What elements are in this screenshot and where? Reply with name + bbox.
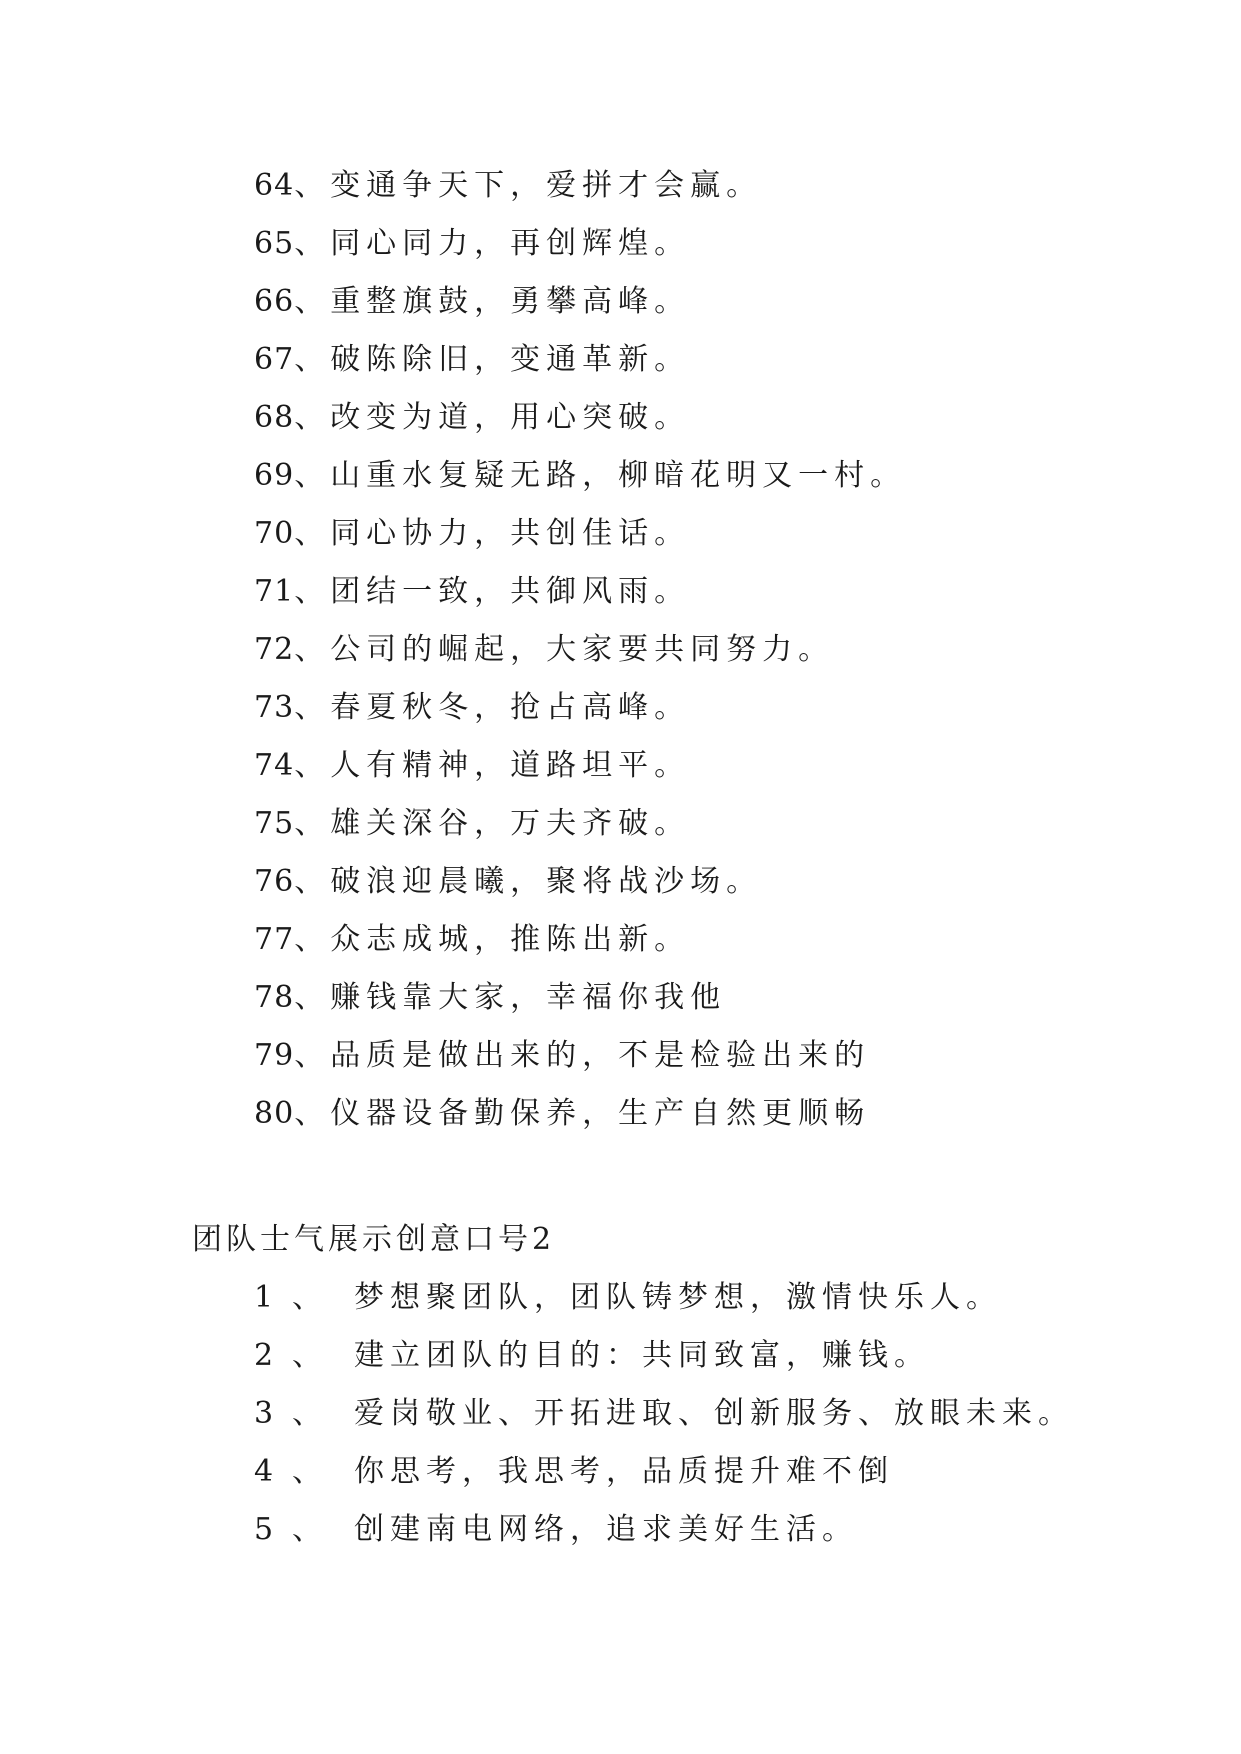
item-text: 公司的崛起，大家要共同努力。 (330, 632, 835, 667)
list-item (254, 1038, 870, 1074)
item-separator: 、 (294, 516, 331, 551)
item-separator: 、 (294, 806, 331, 841)
list-item (254, 574, 690, 610)
item-text: 变通争天下，爱拼才会赢。 (330, 168, 763, 203)
item-number: 5 (254, 1512, 275, 1547)
list-item (254, 342, 690, 378)
item-text: 同心协力，共创佳话。 (330, 516, 691, 551)
item-separator: 、 (294, 1096, 331, 1131)
list-item (254, 1338, 930, 1374)
item-number: 4 (254, 1454, 275, 1489)
item-number: 73 (254, 690, 295, 725)
item-text: 重整旗鼓，勇攀高峰。 (330, 284, 691, 319)
item-number: 78 (254, 980, 295, 1015)
item-separator: 、 (294, 458, 331, 493)
item-separator: 、 (294, 574, 331, 609)
item-text: 雄关深谷，万夫齐破。 (330, 806, 691, 841)
item-text: 仪器设备勤保养，生产自然更顺畅 (330, 1096, 871, 1131)
list-item (254, 168, 762, 204)
list-item (254, 458, 906, 494)
list-item (254, 516, 690, 552)
item-number: 64 (254, 168, 295, 203)
item-text: 人有精神，道路坦平。 (330, 748, 691, 783)
item-separator: 、 (294, 284, 331, 319)
item-number: 66 (254, 284, 295, 319)
section-heading: 团队士气展示创意口号2 (192, 1222, 556, 1257)
list-item (254, 1454, 894, 1490)
list-item (254, 284, 690, 320)
item-separator: 、 (294, 922, 331, 957)
item-text: 破浪迎晨曦，聚将战沙场。 (330, 864, 763, 899)
list-item (254, 922, 690, 958)
item-separator: 、 (294, 748, 331, 783)
item-text: 品质是做出来的，不是检验出来的 (330, 1038, 871, 1073)
item-text: 建立团队的目的：共同致富，赚钱。 (354, 1338, 930, 1373)
item-number: 75 (254, 806, 295, 841)
item-text: 春夏秋冬，抢占高峰。 (330, 690, 691, 725)
item-separator: 、 (292, 1338, 328, 1373)
list-item (254, 748, 690, 784)
item-separator: 、 (294, 226, 331, 261)
item-number: 1 (254, 1280, 275, 1315)
item-number: 79 (254, 1038, 295, 1073)
item-separator: 、 (294, 342, 331, 377)
item-text: 创建南电网络，追求美好生活。 (354, 1512, 858, 1547)
item-text: 爱岗敬业、开拓进取、创新服务、放眼未来。 (354, 1396, 1074, 1431)
item-separator: 、 (292, 1396, 328, 1431)
list-item (254, 400, 690, 436)
list-item (254, 632, 834, 668)
item-text: 改变为道，用心突破。 (330, 400, 691, 435)
item-separator: 、 (292, 1454, 328, 1489)
item-number: 76 (254, 864, 295, 899)
item-text: 你思考，我思考，品质提升难不倒 (354, 1454, 894, 1489)
item-number: 3 (254, 1396, 275, 1431)
item-number: 70 (254, 516, 295, 551)
list-item (254, 806, 690, 842)
item-separator: 、 (292, 1280, 328, 1315)
item-separator: 、 (292, 1512, 328, 1547)
item-number: 71 (254, 574, 295, 609)
item-separator: 、 (294, 690, 331, 725)
item-separator: 、 (294, 864, 331, 899)
list-item (254, 864, 762, 900)
item-number: 69 (254, 458, 295, 493)
list-item (254, 1096, 870, 1132)
list-item (254, 690, 690, 726)
list-item (254, 1512, 858, 1548)
item-text: 梦想聚团队，团队铸梦想，激情快乐人。 (354, 1280, 1002, 1315)
list-item (254, 1280, 1002, 1316)
item-number: 2 (254, 1338, 275, 1373)
list-item (254, 226, 690, 262)
item-number: 80 (254, 1096, 295, 1131)
item-number: 77 (254, 922, 295, 957)
item-separator: 、 (294, 1038, 331, 1073)
item-number: 68 (254, 400, 295, 435)
item-text: 团结一致，共御风雨。 (330, 574, 691, 609)
item-text: 山重水复疑无路，柳暗花明又一村。 (330, 458, 907, 493)
item-text: 众志成城，推陈出新。 (330, 922, 691, 957)
item-separator: 、 (294, 168, 331, 203)
item-number: 74 (254, 748, 295, 783)
list-item (254, 980, 726, 1016)
item-separator: 、 (294, 980, 331, 1015)
item-number: 67 (254, 342, 295, 377)
item-text: 赚钱靠大家，幸福你我他 (330, 980, 727, 1015)
item-text: 同心同力，再创辉煌。 (330, 226, 691, 261)
list-item (254, 1396, 1074, 1432)
item-text: 破陈除旧，变通革新。 (330, 342, 691, 377)
item-separator: 、 (294, 400, 331, 435)
item-separator: 、 (294, 632, 331, 667)
item-number: 72 (254, 632, 295, 667)
item-number: 65 (254, 226, 295, 261)
